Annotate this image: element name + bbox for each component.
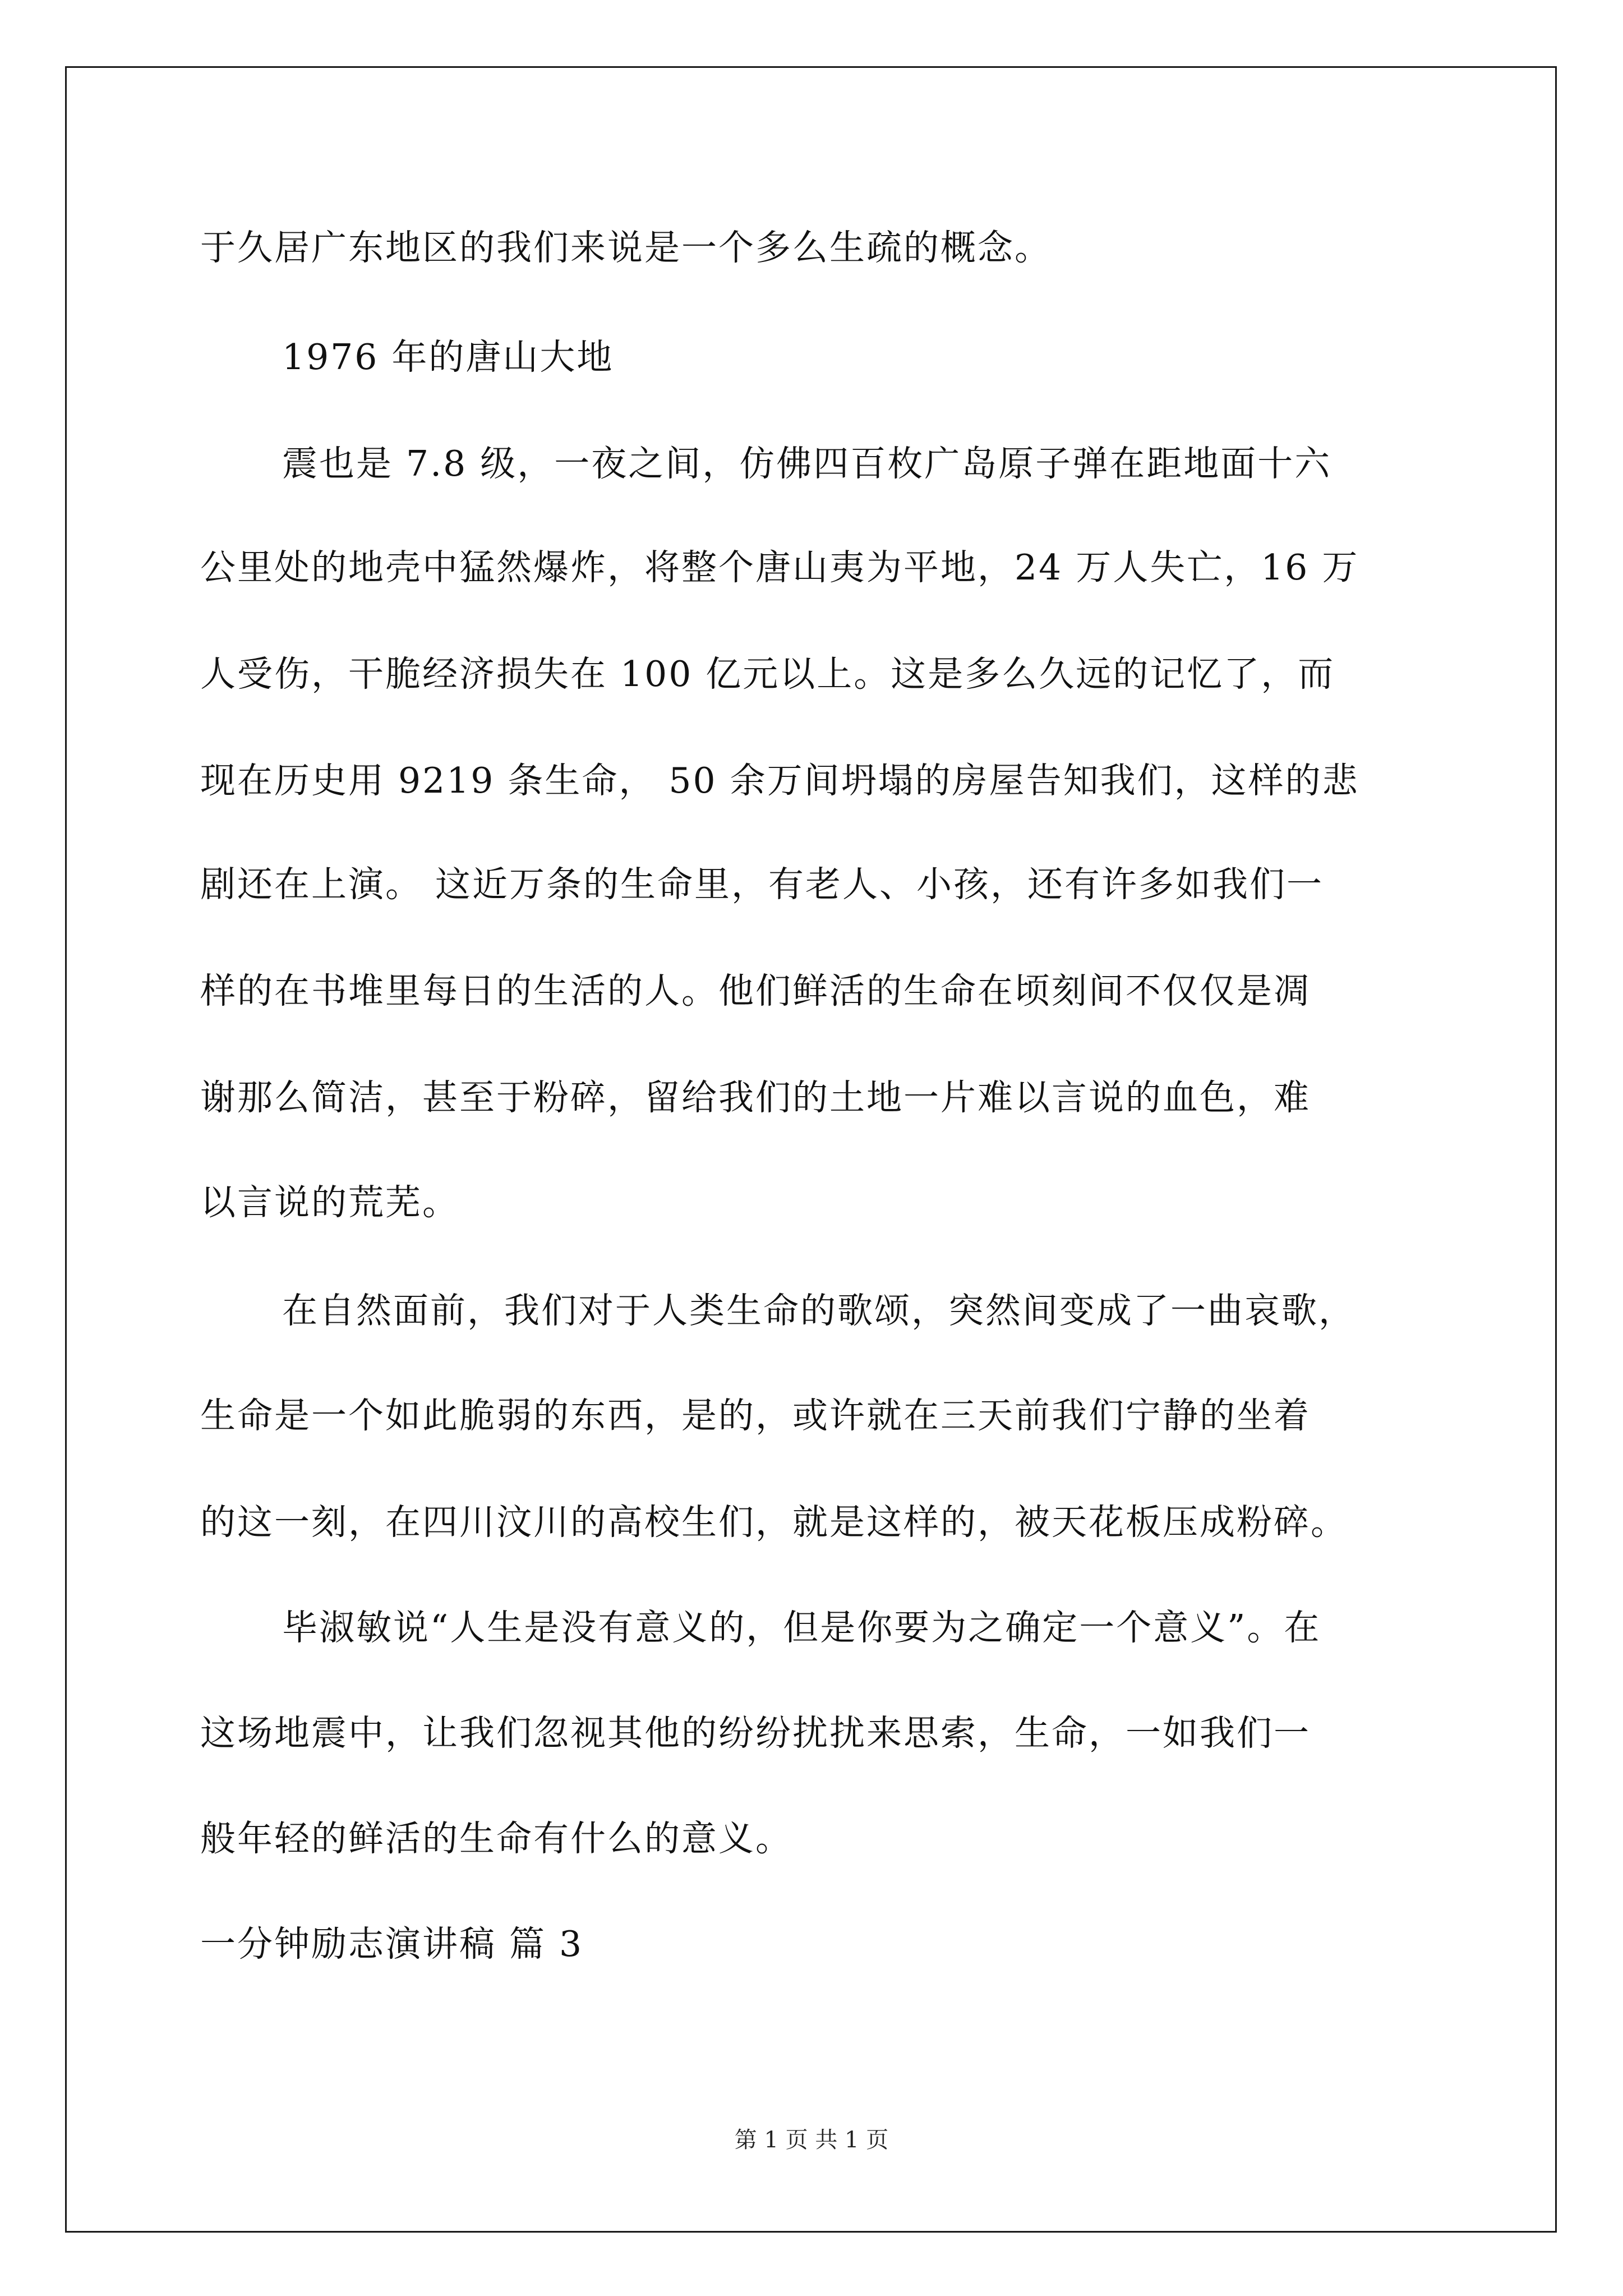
paragraph-line: 样的在书堆里每日的生活的人。他们鲜活的生命在顷刻间不仅仅是凋 bbox=[200, 970, 1311, 1011]
paragraph-line: 人受伤，干脆经济损失在 100 亿元以上。这是多么久远的记忆了，而 bbox=[200, 654, 1335, 694]
page-frame bbox=[65, 66, 1557, 2233]
paragraph-line: 毕淑敏说“人生是没有意义的，但是你要为之确定一个意义”。在 bbox=[282, 1607, 1321, 1648]
paragraph-line: 般年轻的鲜活的生命有什么的意义。 bbox=[200, 1818, 792, 1859]
paragraph-line: 于久居广东地区的我们来说是一个多么生疏的概念。 bbox=[200, 227, 1052, 268]
paragraph-line: 剧还在上演。 这近万条的生命里，有老人、小孩，还有许多如我们一 bbox=[200, 864, 1324, 905]
paragraph-line: 谢那么简洁，甚至于粉碎，留给我们的土地一片难以言说的血色，难 bbox=[200, 1077, 1311, 1118]
paragraph-line: 在自然面前，我们对于人类生命的歌颂，突然间变成了一曲哀歌， bbox=[282, 1290, 1355, 1331]
section-heading: 一分钟励志演讲稿 篇 3 bbox=[200, 1924, 584, 1964]
paragraph-line: 震也是 7.8 级，一夜之间，仿佛四百枚广岛原子弹在距地面十六 bbox=[282, 443, 1332, 484]
paragraph-line: 公里处的地壳中猛然爆炸，将整个唐山夷为平地，24 万人失亡，16 万 bbox=[200, 547, 1359, 588]
paragraph-line: 现在历史用 9219 条生命， 50 余万间坍塌的房屋告知我们，这样的悲 bbox=[200, 760, 1359, 801]
paragraph-line: 的这一刻，在四川汶川的高校生们，就是这样的，被天花板压成粉碎。 bbox=[200, 1502, 1348, 1543]
paragraph-line: 以言说的荒芜。 bbox=[200, 1182, 459, 1223]
page-indicator: 第 1 页 共 1 页 bbox=[734, 2127, 889, 2153]
paragraph-line: 生命是一个如此脆弱的东西，是的，或许就在三天前我们宁静的坐着 bbox=[200, 1395, 1311, 1436]
paragraph-line: 1976 年的唐山大地 bbox=[282, 337, 614, 378]
paragraph-line: 这场地震中，让我们忽视其他的纷纷扰扰来思索，生命，一如我们一 bbox=[200, 1713, 1311, 1754]
